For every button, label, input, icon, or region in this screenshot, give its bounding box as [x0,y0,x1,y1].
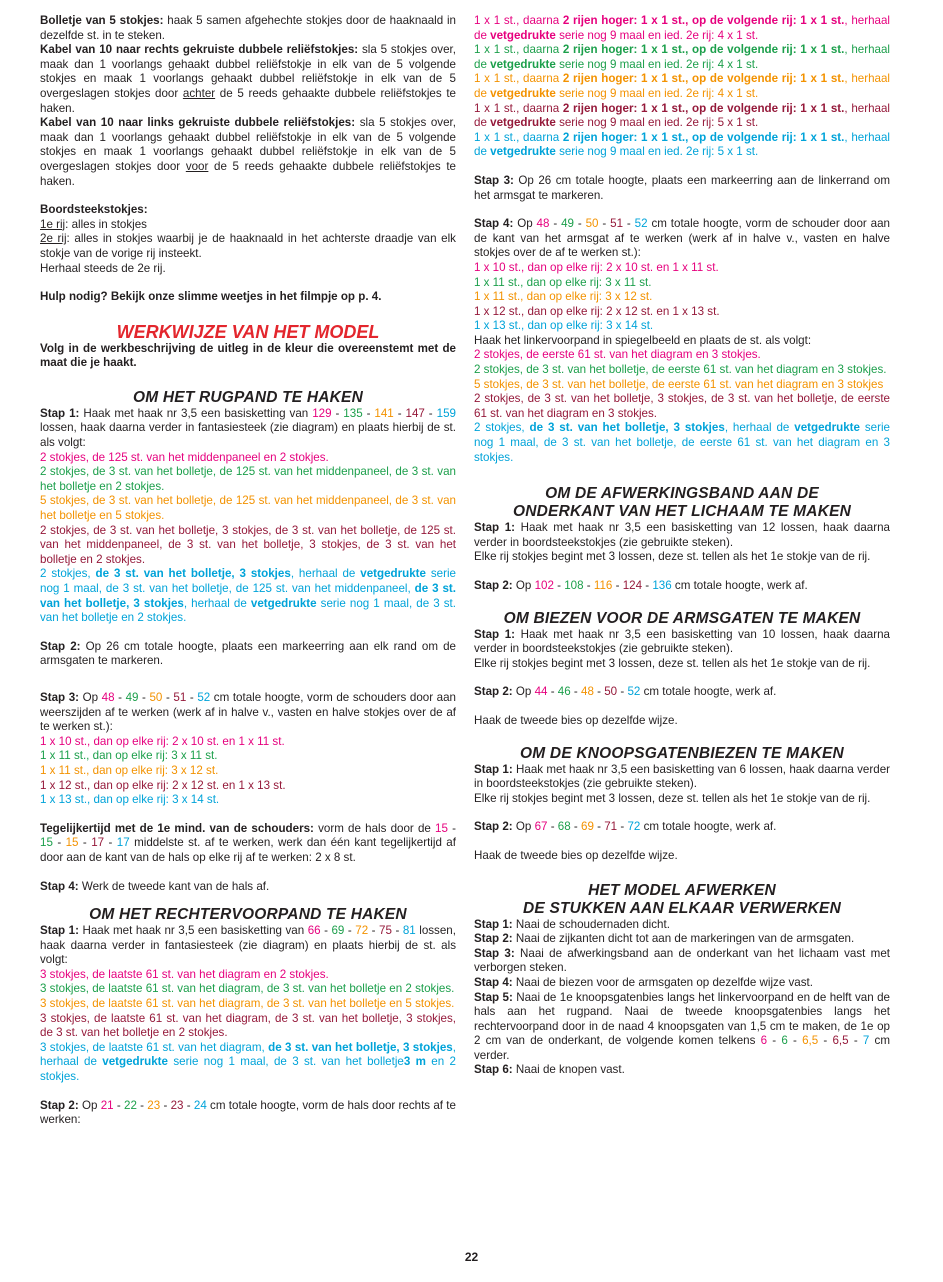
hals-size1: 1 x 1 st., daarna 2 rijen hoger: 1 x 1 st., op de volgende rij: 1 x 1 st., herhaal de vetgedrukte serie nog 9 maal en ied. 2e rij: 4 x 1 st. [474,14,891,42]
rv-s4-size2: 1 x 11 st., dan op elke rij: 3 x 11 st. [474,275,652,289]
mod-step3: Stap 3: Naai de afwerkingsband aan de onderkant van het lichaam vast met verborgen steken. [474,946,890,975]
kabel-links-definition: Kabel van 10 naar links gekruiste dubbele reliëfstokjes: sla 5 stokjes over, maak dan 1 voorlangs gehaakt dubbel reliëfstokje in elk van de 5 volgende stokjes en maak 1 voorlangs gehaakt dubbel reliëfstokje in elk van de 5 overgeslagen stokjes door voor de 5 reeds gehaakte dubbele reliëfstokjes te haken. [40,116,456,188]
right-column [474,14,890,1078]
rug-size3: 5 stokjes, de 3 st. van het bolletje, de 125 st. van het middenpaneel, de 3 st. van het bolletje en 5 stokjes. [40,494,456,523]
mod-step4: Stap 4: Naai de biezen voor de armsgaten op dezelfde wijze vast. [474,975,813,989]
arm-repeat: Haak de tweede bies op dezelfde wijze. [474,713,678,727]
kn-step1: Stap 1: Haak met haak nr 3,5 een basisketting van 6 lossen, haak daarna verder in boordsteekstokjes (zie gebruikte steken). [474,762,890,791]
rv-size5: 3 stokjes, de laatste 61 st. van het diagram, de 3 st. van het bolletje, 3 stokjes, herhaal de vetgedrukte serie nog 1 maal, de 3 st. van het bolletje3 m en 2 stokjes. [40,1040,456,1084]
hals-size2: 1 x 1 st., daarna 2 rijen hoger: 1 x 1 st., op de volgende rij: 1 x 1 st., herhaal de vetgedrukte serie nog 9 maal en ied. 2e rij: 4 x 1 st. [474,43,891,71]
mod-step2: Stap 2: Naai de zijkanten dicht tot aan de markeringen van de armsgaten. [474,932,855,946]
rv-size1: 3 stokjes, de laatste 61 st. van het diagram en 2 stokjes. [40,967,329,981]
lv-intro: Haak het linkervoorpand in spiegelbeeld en plaats de st. als volgt: [474,333,812,347]
rug-s3-size3: 1 x 11 st., dan op elke rij: 3 x 12 st. [40,763,219,777]
kn-repeat: Haak de tweede bies op dezelfde wijze. [474,848,678,862]
rug-step1: Stap 1: Haak met haak nr 3,5 een basisketting van 129 - 135 - 141 - 147 - 159 lossen, haak daarna verder in fantasiesteek (zie diagram) en plaats hierbij de st. als volgt: [40,406,456,450]
rug-s3-size5: 1 x 13 st., dan op elke rij: 3 x 14 st. [40,793,220,807]
page-number: 22 [464,1250,479,1264]
hals-size4: 1 x 1 st., daarna 2 rijen hoger: 1 x 1 st., op de volgende rij: 1 x 1 st., herhaal de vetgedrukte serie nog 9 maal en ied. 2e rij: 5 x 1 st. [474,101,891,130]
term: Kabel van 10 naar rechts gekruiste dubbele reliëfstokjes: [40,43,359,57]
hulp-note: Hulp nodig? Bekijk onze slimme weetjes in het filmpje op p. 4. [40,290,382,304]
rechtervoorpand-title: OM HET RECHTERVOORPAND TE HAKEN [89,906,407,924]
rv-step2: Stap 2: Op 21 - 22 - 23 - 23 - 24 cm totale hoogte, vorm de hals door rechts af te werken: [40,1098,456,1127]
rug-step4: Stap 4: Werk de tweede kant van de hals af. [40,879,270,893]
rv-size4: 3 stokjes, de laatste 61 st. van het diagram, de 3 st. van het bolletje, 3 stokjes, de 3 st. van het bolletje en 2 stokjes. [40,1011,456,1040]
rug-size5: 2 stokjes, de 3 st. van het bolletje, 3 stokjes, herhaal de vetgedrukte serie nog 1 maal, de 3 st. van het bolletje, de 125 st. van het middenpaneel, de 3 st. van het bolletje, 3 stokjes, herhaal de vetgedrukte serie nog 1 maal, de 3 st. van het bolletje en 2 stokjes. [40,567,456,625]
rug-size4: 2 stokjes, de 3 st. van het bolletje, 3 stokjes, de 3 st. van het bolletje, de 125 st. van het middenpaneel, de 3 st. van het bolletje, 3 stokjes, de 3 st. van het bolletje en 2 stokjes. [40,523,456,566]
rug-size1: 2 stokjes, de 125 st. van het middenpaneel en 2 stokjes. [40,450,329,464]
rug-size2: 2 stokjes, de 3 st. van het bolletje, de 125 st. van het middenpaneel, de 3 st. van het bolletje en 2 stokjes. [40,465,456,493]
werkwijze-intro: Volg in de werkbeschrijving de uitleg in de kleur die overeenstemt met de maat die je haakt. [40,341,456,370]
lv-size3: 5 stokjes, de 3 st. van het bolletje, de eerste 61 st. van het diagram en 3 stokjes [474,377,884,391]
armsgaten-title: OM BIEZEN VOOR DE ARMSGATEN TE MAKEN [503,609,861,627]
lv-size4: 2 stokjes, de 3 st. van het bolletje, 3 stokjes, de 3 st. van het bolletje, de eerste 61 st. van het diagram en 3 stokjes. [474,392,890,420]
term: Kabel van 10 naar links gekruiste dubbele reliëfstokjes: [40,116,356,130]
model-afwerken-title-1: HET MODEL AFWERKEN [588,881,776,899]
lv-size1: 2 stokjes, de eerste 61 st. van het diagram en 3 stokjes. [474,348,761,362]
rv-size3: 3 stokjes, de laatste 61 st. van het diagram, de 3 st. van het bolletje en 5 stokjes. [40,997,455,1011]
rug-step3: Stap 3: Op 48 - 49 - 50 - 51 - 52 cm totale hoogte, vorm de schouders door aan weerszijden af te werken (werk af in halve v., vasten en halve stokjes over de af te werken st.): [40,690,457,734]
mod-step6: Stap 6: Naai de knopen vast. [474,1063,625,1077]
rv-step1: Stap 1: Haak met haak nr 3,5 een basisketting van 66 - 69 - 72 - 75 - 81 lossen, haak daarna verder in fantasiesteek (zie diagram) en plaats hierbij de st. als volgt: [40,924,456,967]
bolletje-definition: Bolletje van 5 stokjes: haak 5 samen afgehechte stokjes door de haaknaald in dezelfde st. in te steken. [40,14,456,42]
arm-step1-note: Elke rij stokjes begint met 3 lossen, deze st. tellen als het 1e stokje van de rij. [474,656,871,670]
term: Bolletje van 5 stokjes: [40,14,164,27]
lv-size5: 2 stokjes, de 3 st. van het bolletje, 3 stokjes, herhaal de vetgedrukte serie nog 1 maal, de 3 st. van het bolletje, de eerste 61 st. van het diagram en 3 stokjes. [474,421,890,464]
hals-size3: 1 x 1 st., daarna 2 rijen hoger: 1 x 1 st., op de volgende rij: 1 x 1 st., herhaal de vetgedrukte serie nog 9 maal en ied. 2e rij: 4 x 1 st. [474,72,891,100]
rv-s4-size3: 1 x 11 st., dan op elke rij: 3 x 12 st. [474,290,653,304]
af-step2: Stap 2: Op 102 - 108 - 116 - 124 - 136 cm totale hoogte, werk af. [474,579,808,592]
boord-repeat: Herhaal steeds de 2e rij. [40,261,166,275]
arm-step1: Stap 1: Haak met haak nr 3,5 een basisketting van 10 lossen, haak daarna verder in boordsteekstokjes (zie gebruikte steken). [474,627,890,656]
tegelijkertijd: Tegelijkertijd met de 1e mind. van de schouders: vorm de hals door de 15 - 15 - 15 - 17 - 17 middelste st. af te werken, werk dan één kant tegelijkertijd af door aan de kant van de hals op elke rij af te werken: 2 x 8 st. [40,821,456,864]
kn-step2: Stap 2: Op 67 - 68 - 69 - 71 - 72 cm totale hoogte, werk af. [474,820,777,834]
rug-s3-size1: 1 x 10 st., dan op elke rij: 2 x 10 st. en 1 x 11 st. [40,734,285,748]
rugpand-title: OM HET RUGPAND TE HAKEN [133,388,363,406]
mod-step5: Stap 5: Naai de 1e knoopsgatenbies langs het linkervoorpand en de helft van de hals aan het rugpand. Naai de tweede knoopsgatenbies langs het rechtervoorpand door in de naad 4 knoopsgaten van 1,5 cm te maken, de 1e op 2 cm van de onderkant, de volgende komen telkens 6 - 6 - 6,5 - 6,5 - 7 cm verder. [474,990,891,1062]
model-afwerken-title-2: DE STUKKEN AAN ELKAAR VERWERKEN [523,899,841,917]
lv-size2: 2 stokjes, de 3 st. van het bolletje, de eerste 61 st. van het diagram en 3 stokjes. [474,363,887,377]
af-step1: Stap 1: Haak met haak nr 3,5 een basisketting van 12 lossen, haak daarna verder in boordsteekstokjes (zie gebruikte steken). [474,521,890,549]
boord-title: Boordsteekstokjes: [40,203,148,217]
hals-size5: 1 x 1 st., daarna 2 rijen hoger: 1 x 1 st., op de volgende rij: 1 x 1 st., herhaal de vetgedrukte serie nog 9 maal en ied. 2e rij: 5 x 1 st. [474,130,891,159]
boord-row1: 1e rij: alles in stokjes [40,217,147,231]
rv-size2: 3 stokjes, de laatste 61 st. van het diagram, de 3 st. van het bolletje en 2 stokjes. [40,982,455,996]
afwerkingsband-title-2: ONDERKANT VAN HET LICHAAM TE MAKEN [512,503,852,521]
rv-s4-size4: 1 x 12 st., dan op elke rij: 2 x 12 st. en 1 x 13 st. [474,304,720,318]
knoopsgaten-title: OM DE KNOOPSGATENBIEZEN TE MAKEN [520,744,844,762]
afwerkingsband-title-1: OM DE AFWERKINGSBAND AAN DE [545,485,819,503]
mod-step1: Stap 1: Naai de schoudernaden dicht. [474,917,670,931]
werkwijze-title: WERKWIJZE VAN HET MODEL [116,321,380,342]
rug-s3-size4: 1 x 12 st., dan op elke rij: 2 x 12 st. en 1 x 13 st. [40,778,286,792]
rv-s4-size1: 1 x 10 st., dan op elke rij: 2 x 10 st. en 1 x 11 st. [474,260,719,274]
arm-step2: Stap 2: Op 44 - 46 - 48 - 50 - 52 cm totale hoogte, werk af. [474,685,777,699]
left-column [40,14,456,1128]
rv-step4: Stap 4: Op 48 - 49 - 50 - 51 - 52 cm totale hoogte, vorm de schouder door aan de kant van het armsgat af te werken (werk af in halve v., vasten en halve stokjes over de af te werken st.): [474,217,890,260]
rug-s3-size2: 1 x 11 st., dan op elke rij: 3 x 11 st. [40,749,218,763]
rv-s4-size5: 1 x 13 st., dan op elke rij: 3 x 14 st. [474,319,654,333]
af-step1-note: Elke rij stokjes begint met 3 lossen, deze st. tellen als het 1e stokje van de rij. [474,550,871,564]
rv-step3: Stap 3: Op 26 cm totale hoogte, plaats een markeerring aan de linkerrand om het armsgat te markeren. [474,173,890,202]
boord-row2: 2e rij: alles in stokjes waarbij je de haaknaald in het achterste draadje van elk stokje van de vorige rij insteekt. [40,232,456,260]
rug-step2: Stap 2: Op 26 cm totale hoogte, plaats een markeerring aan elk rand om de armsgaten te markeren. [40,639,456,668]
kn-step1-note: Elke rij stokjes begint met 3 lossen, deze st. tellen als het 1e stokje van de rij. [474,791,871,805]
kabel-rechts-definition: Kabel van 10 naar rechts gekruiste dubbele reliëfstokjes: sla 5 stokjes over, maak dan 1 voorlangs gehaakt dubbel reliëfstokje in elk van de 5 volgende stokjes en maak 1 voorlangs gehaakt dubbel reliëfstokje in elk van de 5 overgeslagen stokjes door achter de 5 reeds gehaakte dubbele reliëfstokjes te haken. [40,43,456,115]
